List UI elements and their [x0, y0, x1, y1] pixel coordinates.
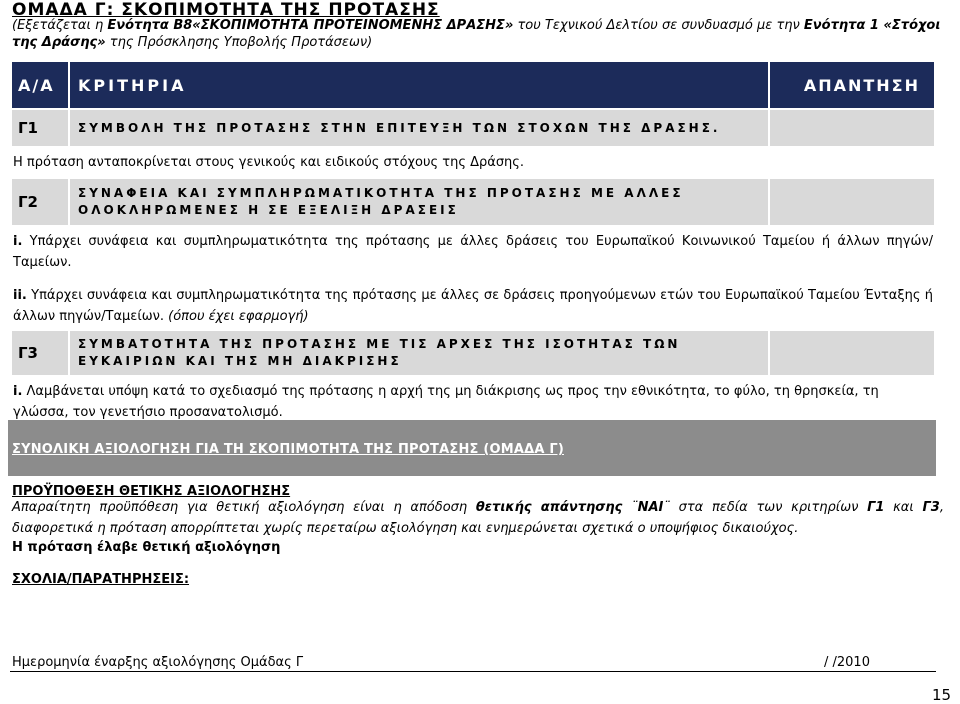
criterion-item	[11, 376, 935, 425]
eval-text-emph: ΝΑΙ	[637, 500, 664, 515]
header-answer: ΑΠΑΝΤΗΣΗ	[769, 61, 935, 109]
subtitle-text: της Πρόσκλησης Υποβολής Προτάσεων)	[105, 35, 373, 50]
criterion-title: ΣΥΝΑΦΕΙΑ ΚΑΙ ΣΥΜΠΛΗΡΩΜΑΤΙΚΟΤΗΤΑ ΤΗΣ ΠΡΟΤΑΣΗΣ ΜΕ ΑΛΛΕΣ ΟΛΟΚΛΗΡΩΜΕΝΕΣ Η ΣΕ ΕΞΕΛΙΞΗ ΔΡΑΣΕΙΣ	[69, 178, 769, 226]
criterion-g3-header	[11, 330, 935, 376]
criterion-title: ΣΥΜΒΟΛΗ ΤΗΣ ΠΡΟΤΑΣΗΣ ΣΤΗΝ ΕΠΙΤΕΥΞΗ ΤΩΝ ΣΤΟΧΩΝ ΤΗΣ ΔΡΑΣΗΣ.	[69, 109, 769, 147]
answer-cell[interactable]	[769, 109, 935, 147]
evaluation-title: ΠΡΟΫΠΟΘΕΣΗ ΘΕΤΙΚΗΣ ΑΞΙΟΛΟΓΗΣΗΣ	[12, 484, 291, 499]
date-field[interactable]: / /2010	[824, 655, 870, 670]
eval-text-part: ¨ στα πεδία των κριτηρίων	[663, 500, 868, 515]
eval-text-part: ¨	[622, 500, 638, 515]
header-index: Α/Α	[11, 61, 69, 109]
eval-text-emph: θετικής απάντησης	[475, 500, 623, 515]
item-marker: ii.	[13, 288, 27, 303]
item-text: Υπάρχει συνάφεια και συμπληρωματικότητα της πρότασης με άλλες δράσεις του Ευρωπαϊκού Κοινωνικού Ταμείου ή άλλων πηγών/Ταμείων.	[13, 234, 933, 270]
page-title-text: ΟΜΑΔΑ Γ: ΣΚΟΠΙΜΟΤΗΤΑ ΤΗΣ ΠΡΟΤΑΣΗΣ	[12, 0, 440, 20]
subtitle-section-ref: Ενότητα Β8«ΣΚΟΠΙΜΟΤΗΤΑ ΠΡΟΤΕΙΝΟΜΕΝΗΣ ΔΡΑΣΗΣ»	[107, 18, 514, 33]
criterion-code: Γ2	[11, 178, 69, 226]
criterion-g1-body	[11, 147, 935, 178]
subtitle-text: του Τεχνικού Δελτίου σε συνδυασμό με την	[513, 18, 804, 33]
criterion-g3-item1	[11, 376, 935, 425]
answer-cell[interactable]	[769, 330, 935, 376]
eval-text-part: και	[884, 500, 923, 515]
criterion-code: Γ3	[11, 330, 69, 376]
eval-text-part: , διαφορετικά η πρόταση απορρίπτεται χωρίς περεταίρω αξιολόγηση και ενημερώνεται σχετικά ο υποψήφιος δικαιούχος.	[12, 500, 944, 536]
eval-text-emph: Γ3	[922, 500, 940, 515]
page-number: 15	[932, 686, 952, 704]
summary-bar	[8, 420, 936, 476]
evaluation-result: Η πρόταση έλαβε θετική αξιολόγηση	[12, 540, 281, 555]
criterion-g2-item1	[11, 226, 935, 281]
page-subtitle	[12, 17, 942, 51]
evaluation-text	[12, 497, 944, 539]
divider	[10, 671, 936, 672]
comments-label: ΣΧΟΛΙΑ/ΠΑΡΑΤΗΡΗΣΕΙΣ:	[12, 572, 190, 587]
item-note: (όπου έχει εφαρμογή)	[164, 309, 309, 324]
criterion-text: Η πρόταση ανταποκρίνεται στους γενικούς και ειδικούς στόχους της Δράσης.	[13, 155, 525, 170]
summary-label: ΣΥΝΟΛΙΚΗ ΑΞΙΟΛΟΓΗΣΗ ΓΙΑ ΤΗ ΣΚΟΠΙΜΟΤΗΤΑ ΤΗΣ ΠΡΟΤΑΣΗΣ (ΟΜΑΔΑ Γ)	[12, 442, 564, 457]
criterion-g1-header	[11, 109, 935, 147]
subtitle-text: (Εξετάζεται η	[12, 18, 108, 33]
table-header-row	[11, 61, 935, 109]
criterion-g2-item2	[11, 281, 935, 330]
item-text: Υπάρχει συνάφεια και συμπληρωματικότητα της πρότασης με άλλες σε δράσεις προηγούμενων ετών του Ευρωπαϊκού Ταμείου Ένταξης ή άλλων πηγών/Ταμείων.	[13, 288, 933, 324]
eval-text-emph: Γ1	[867, 500, 885, 515]
header-criteria: ΚΡΙΤΗΡΙΑ	[69, 61, 769, 109]
item-marker: i.	[13, 234, 23, 249]
subtitle-section-ref: Ενότητα 1 «Στόχοι της Δράσης»	[12, 18, 941, 50]
criterion-item	[11, 226, 935, 281]
criterion-code: Γ1	[11, 109, 69, 147]
criterion-g2-header	[11, 178, 935, 226]
eval-text-part: Απαραίτητη προϋπόθεση για θετική αξιολόγηση είναι η απόδοση	[12, 500, 476, 515]
answer-cell[interactable]	[769, 178, 935, 226]
item-text: Λαμβάνεται υπόψη κατά το σχεδιασμό της πρότασης η αρχή της μη διάκρισης ως προς την εθνικότητα, το φύλο, τη θρησκεία, τη γλώσσα, τον γενετήσιο προσανατολισμό.	[13, 384, 879, 420]
criterion-title: ΣΥΜΒΑΤΟΤΗΤΑ ΤΗΣ ΠΡΟΤΑΣΗΣ ΜΕ ΤΙΣ ΑΡΧΕΣ ΤΗΣ ΙΣΟΤΗΤΑΣ ΤΩΝ ΕΥΚΑΙΡΙΩΝ ΚΑΙ ΤΗΣ ΜΗ ΔΙΑΚΡΙΣΗΣ	[69, 330, 769, 376]
item-marker: i.	[13, 384, 23, 399]
date-label: Ημερομηνία έναρξης αξιολόγησης Ομάδας Γ	[12, 655, 304, 670]
criteria-table	[10, 60, 936, 425]
criterion-item	[11, 281, 935, 330]
